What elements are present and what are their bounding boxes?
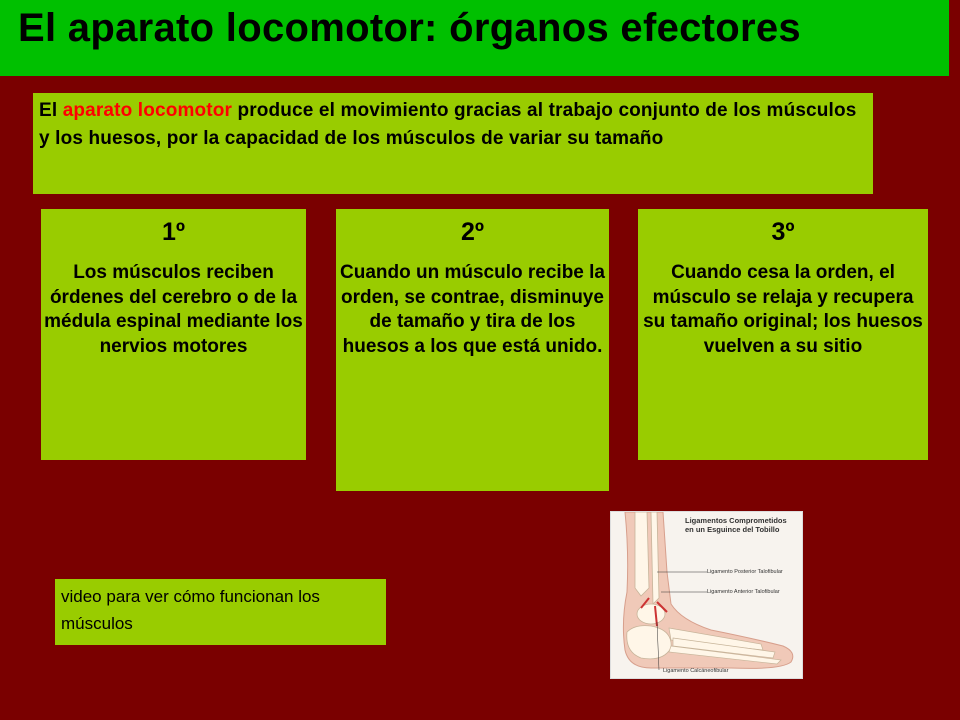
- slide-title: El aparato locomotor: órganos efectores: [18, 6, 801, 50]
- step-2-text: Cuando un músculo recibe la orden, se contrae, disminuye de tamaño y tira de los huesos a los que está unido.: [340, 262, 605, 357]
- step-3-box: [638, 209, 928, 460]
- title-bar: [0, 0, 949, 76]
- intro-highlight: aparato locomotor: [62, 100, 233, 121]
- label-posterior-talofibular: Ligamento Posterior Talofibular: [707, 569, 783, 575]
- video-link-text[interactable]: video para ver cómo funcionan los músculos: [61, 587, 320, 633]
- label-calcaneofibular: Ligamento Calcáneofibular: [663, 668, 729, 674]
- step-2-number: 2º: [460, 218, 485, 246]
- intro-text: produce el movimiento gracias al trabajo conjunto de los músculos y los huesos, por la capacidad de los músculos de variar su tamaño: [39, 100, 857, 149]
- step-1-number: 1º: [161, 218, 186, 246]
- step-1-box: [41, 209, 306, 460]
- intro-box: [33, 93, 873, 194]
- step-3-number: 3º: [771, 218, 795, 246]
- video-link[interactable]: [55, 579, 386, 645]
- label-anterior-talofibular: Ligamento Anterior Talofibular: [707, 589, 780, 595]
- ankle-illustration: [611, 512, 802, 678]
- ankle-ligaments-image: [610, 511, 803, 679]
- image-title: Ligamentos Comprometidos en un Esguince del Tobillo: [685, 516, 787, 534]
- step-1-text: Los músculos reciben órdenes del cerebro o de la médula espinal mediante los nervios motores: [44, 262, 303, 357]
- step-2-box: [336, 209, 609, 491]
- step-3-text: Cuando cesa la orden, el músculo se relaja y recupera su tamaño original; los huesos vuelven a su sitio: [643, 262, 923, 357]
- intro-prefix: El: [39, 100, 63, 121]
